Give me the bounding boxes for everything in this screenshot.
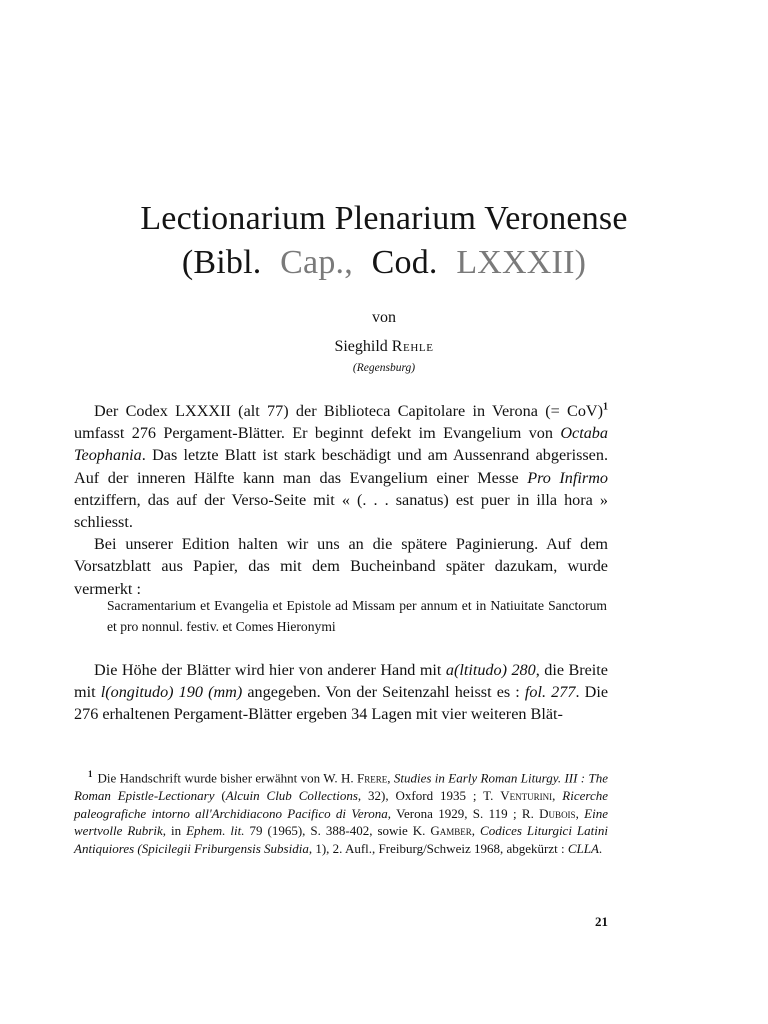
fn-text: , bbox=[552, 787, 563, 803]
paragraph-1-text-b: umfasst 276 Pergament-Blätter. Er beginnt defekt im Evangelium von bbox=[74, 424, 561, 443]
paragraph-1-text-a: Der Codex LXXXII (alt 77) der Biblioteca Capitolare in Verona (= CoV) bbox=[94, 402, 603, 420]
fn-title: Ephem. lit. bbox=[186, 823, 245, 839]
fn-text: , Verona 1929, S. 119 ; R. bbox=[387, 805, 540, 821]
fn-title: CLLA bbox=[567, 840, 599, 856]
paragraph-3-italic-b: l(ongitudo) 190 (mm) bbox=[100, 683, 243, 702]
fn-title: Studies in Early Roman Liturgy. III : The Roman Epistle-Lectionary bbox=[74, 770, 609, 803]
title-word-cod: Cod. bbox=[371, 244, 438, 281]
page-number: 21 bbox=[595, 914, 608, 929]
paragraph-3-text-a: Die Höhe der Blätter wird hier von anderer Hand mit bbox=[94, 661, 446, 679]
author-last-name: Rehle bbox=[391, 338, 434, 355]
fn-title: Alcuin Club Collections bbox=[225, 787, 358, 803]
byline-von: von bbox=[372, 309, 396, 326]
paragraph-3 bbox=[74, 659, 608, 726]
paragraph-3-text-b: , die Breite mit bbox=[74, 661, 608, 702]
fn-author: Dubois bbox=[539, 805, 576, 821]
title-word-codex-number: LXXXII) bbox=[456, 244, 587, 281]
footnote bbox=[74, 766, 608, 857]
author-name bbox=[0, 338, 768, 356]
paragraph-3-text-d: . Die 276 erhaltenen Pergament-Blätter ergeben 34 Lagen mit vier weiteren Blät- bbox=[74, 683, 609, 724]
fn-title: Codices Liturgici Latini Antiquiores (Spicilegii Friburgensis Subsidia bbox=[74, 823, 608, 856]
paragraph-2: Bei unserer Edition halten wir uns an die spätere Paginierung. Auf dem Vorsatzblatt aus Papier, das mit dem Bucheinband später dazukam, wurde vermerkt : bbox=[74, 535, 608, 598]
fn-text: , 32), Oxford 1935 ; T. bbox=[357, 787, 501, 803]
fn-text: ( bbox=[214, 787, 226, 803]
fn-text: . bbox=[598, 840, 603, 856]
fn-title: Eine wertvolle Rubrik bbox=[74, 805, 608, 839]
paragraph-3-italic-c: fol. 277 bbox=[524, 683, 576, 702]
paragraph-3-text-c: angegeben. Von der Seitenzahl heisst es : bbox=[242, 683, 525, 702]
footnote-number: 1 bbox=[88, 769, 93, 779]
title-word-bibl: (Bibl. bbox=[181, 244, 262, 281]
title-line-2 bbox=[0, 241, 768, 285]
fn-title: Ricerche paleografiche intorno all'Archidiacono Pacifico di Verona bbox=[74, 787, 608, 821]
title-word-cap: Cap., bbox=[280, 244, 353, 281]
fn-text: 79 (1965), S. 388-402, sowie K. bbox=[244, 823, 431, 839]
fn-text: , bbox=[471, 823, 481, 839]
title-line-1: Lectionarium Plenarium Veronense bbox=[140, 200, 628, 237]
fn-author: Venturini bbox=[500, 787, 553, 803]
fn-text: , in bbox=[162, 823, 187, 839]
body-paragraphs-1-2 bbox=[74, 400, 608, 600]
body-paragraph-3-container bbox=[74, 659, 608, 726]
block-quote: Sacramentarium et Evangelia et Epistole ad Missam per annum et in Natiuitate Sanctorum et pro nonnul. festiv. et Comes Hieronymi bbox=[107, 598, 607, 634]
fn-text: , bbox=[575, 805, 585, 821]
author-affiliation: (Regensburg) bbox=[352, 362, 416, 374]
fn-text: Die Handschrift wurde bisher erwähnt von W. H. bbox=[97, 770, 357, 786]
paragraph-1 bbox=[74, 400, 608, 533]
footnote-reference[interactable]: 1 bbox=[603, 401, 608, 413]
paragraph-1-text-d: entziffern, das auf der Verso-Seite mit « (. . . sanatus) est puer in illa hora » schliesst. bbox=[74, 490, 608, 532]
paragraph-1-text-c: . Das letzte Blatt ist stark beschädigt und am Aussenrand abgerissen. Auf der inneren Hälfte kann man das Evangelium einer Messe bbox=[74, 446, 608, 487]
article-title bbox=[0, 197, 768, 285]
footnote-1 bbox=[74, 766, 608, 857]
author-first-name: Sieghild bbox=[334, 338, 388, 355]
fn-author: Gamber bbox=[430, 823, 472, 839]
fn-text: , 1), 2. Aufl., Freiburg/Schweiz 1968, abgekürzt : bbox=[308, 840, 568, 856]
paragraph-3-italic-a: a(ltitudo) 280 bbox=[445, 661, 536, 679]
fn-author: Frere bbox=[357, 770, 388, 786]
paragraph-1-italic-a: Octaba Teophania bbox=[74, 424, 608, 465]
fn-text: , bbox=[387, 770, 394, 786]
paragraph-1-italic-b: Pro Infirmo bbox=[527, 468, 608, 487]
